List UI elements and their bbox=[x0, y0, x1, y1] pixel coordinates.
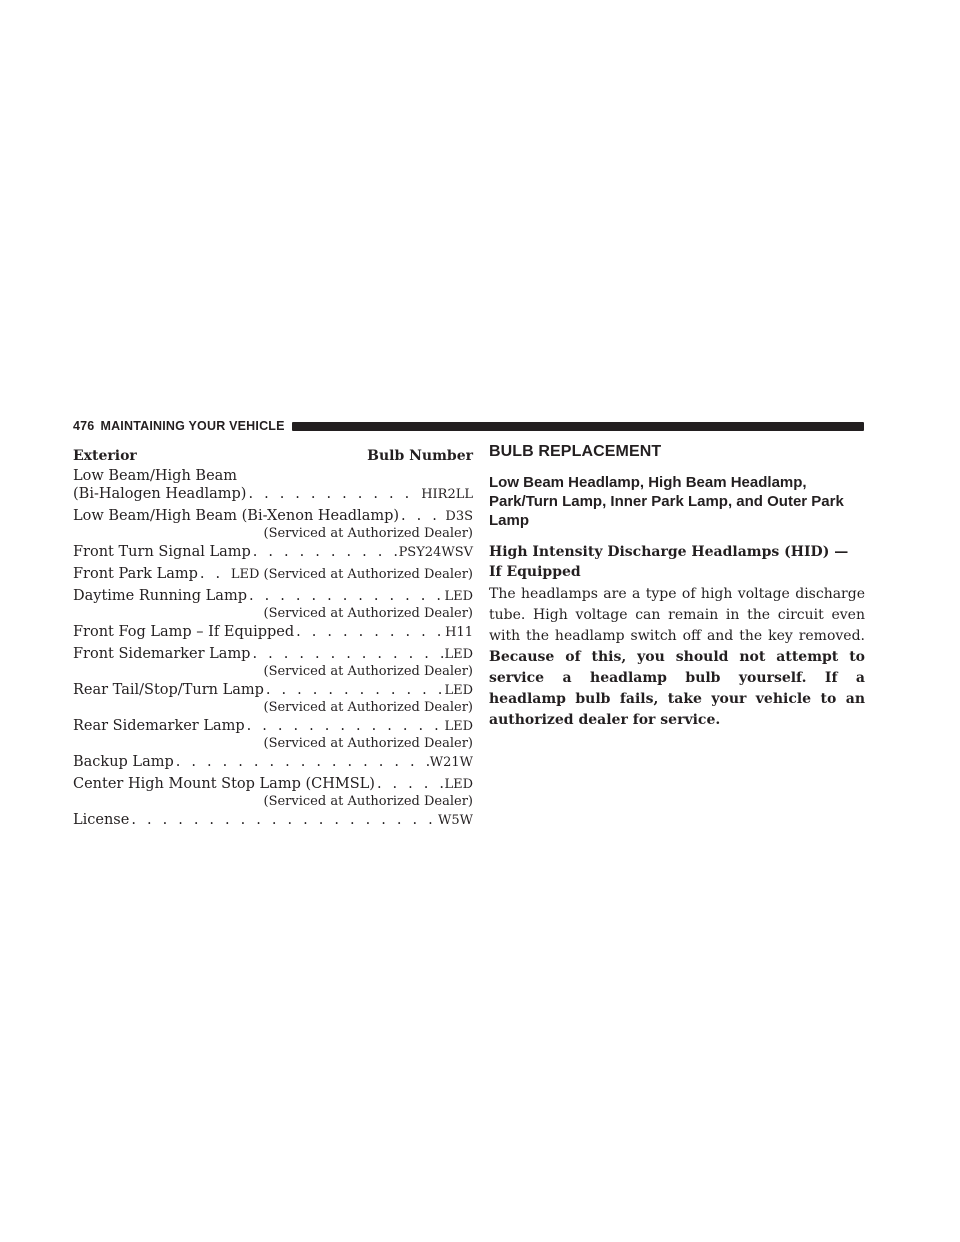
bulb-number: W21W bbox=[429, 755, 473, 770]
dot-leader bbox=[294, 623, 445, 641]
section-subheading: Low Beam Headlamp, High Beam Headlamp, Park/Turn Lamp, Inner Park Lamp, and Outer Park Lamp bbox=[489, 474, 844, 529]
warning-text: Because of this, you should not attempt to service a headlamp bulb yourself. If a headlamp bulb fails, take your vehicle to an authorized dealer for service. bbox=[489, 649, 865, 728]
page-header bbox=[73, 418, 864, 434]
table-row bbox=[73, 717, 473, 751]
bulb-number: LED bbox=[444, 683, 473, 698]
bulb-number: HIR2LL bbox=[421, 487, 473, 502]
service-note: (Serviced at Authorized Dealer) bbox=[263, 664, 473, 679]
row-label: Low Beam/High Beam bbox=[73, 468, 238, 484]
row-label: Rear Tail/Stop/Turn Lamp bbox=[73, 682, 264, 698]
table-row bbox=[73, 681, 473, 715]
row-label: License bbox=[73, 812, 130, 828]
bulb-table bbox=[73, 446, 473, 830]
table-row bbox=[73, 623, 473, 642]
row-label: Front Fog Lamp – If Equipped bbox=[73, 624, 295, 640]
table-row bbox=[73, 775, 473, 809]
bulb-number: D3S bbox=[445, 509, 473, 524]
dot-leader bbox=[246, 485, 421, 503]
dot-leader bbox=[251, 543, 399, 561]
column-header-bulb-number: Bulb Number bbox=[367, 448, 473, 464]
bulb-table-header bbox=[73, 446, 473, 466]
table-row bbox=[73, 587, 473, 621]
column-header-exterior: Exterior bbox=[73, 448, 137, 464]
page-number: 476 bbox=[73, 419, 95, 433]
service-note: (Serviced at Authorized Dealer) bbox=[263, 526, 473, 541]
dot-leader bbox=[245, 717, 445, 735]
dot-leader bbox=[399, 507, 445, 525]
dot-leader bbox=[198, 565, 231, 583]
dot-leader bbox=[264, 681, 445, 699]
bulb-replacement-section bbox=[489, 443, 865, 731]
table-row bbox=[73, 753, 473, 772]
table-row bbox=[73, 507, 473, 541]
row-label: Backup Lamp bbox=[73, 754, 174, 770]
service-note: (Serviced at Authorized Dealer) bbox=[263, 606, 473, 621]
bulb-number: PSY24WSV bbox=[398, 545, 473, 560]
bulb-number: LED bbox=[444, 589, 473, 604]
bulb-number: LED bbox=[444, 719, 473, 734]
bulb-number: W5W bbox=[438, 813, 473, 828]
dot-leader bbox=[375, 775, 445, 793]
header-rule bbox=[292, 422, 864, 431]
table-row bbox=[73, 467, 473, 504]
service-note: (Serviced at Authorized Dealer) bbox=[263, 794, 473, 809]
dot-leader bbox=[129, 811, 438, 829]
body-paragraph bbox=[489, 584, 865, 731]
service-note: (Serviced at Authorized Dealer) bbox=[263, 700, 473, 715]
service-note: (Serviced at Authorized Dealer) bbox=[263, 736, 473, 751]
dot-leader bbox=[247, 587, 444, 605]
hid-heading: High Intensity Discharge Headlamps (HID) — If Equipped bbox=[489, 544, 849, 580]
body-text: The headlamps are a type of high voltage discharge tube. High voltage can remain in the circuit even with the headlamp switch off and the key removed. bbox=[489, 586, 865, 644]
row-label: Center High Mount Stop Lamp (CHMSL) bbox=[73, 776, 375, 792]
bulb-number: H11 bbox=[445, 625, 473, 640]
row-label: Rear Sidemarker Lamp bbox=[73, 718, 245, 734]
bulb-number: LED bbox=[444, 647, 473, 662]
table-row bbox=[73, 645, 473, 679]
table-row bbox=[73, 565, 473, 584]
chapter-title: MAINTAINING YOUR VEHICLE bbox=[100, 419, 285, 433]
bulb-number: LED bbox=[444, 777, 473, 792]
dot-leader bbox=[174, 753, 430, 771]
row-label: Front Sidemarker Lamp bbox=[73, 646, 251, 662]
table-row bbox=[73, 811, 473, 830]
section-heading: BULB REPLACEMENT bbox=[489, 443, 662, 460]
row-label: Low Beam/High Beam (Bi-Xenon Headlamp) bbox=[73, 508, 400, 524]
bulb-number: LED (Serviced at Authorized Dealer) bbox=[230, 567, 473, 582]
table-row bbox=[73, 543, 473, 562]
row-label: Daytime Running Lamp bbox=[73, 588, 247, 604]
row-label: Front Park Lamp bbox=[73, 566, 198, 582]
dot-leader bbox=[250, 645, 444, 663]
row-label: (Bi-Halogen Headlamp) bbox=[73, 486, 247, 502]
row-label: Front Turn Signal Lamp bbox=[73, 544, 251, 560]
